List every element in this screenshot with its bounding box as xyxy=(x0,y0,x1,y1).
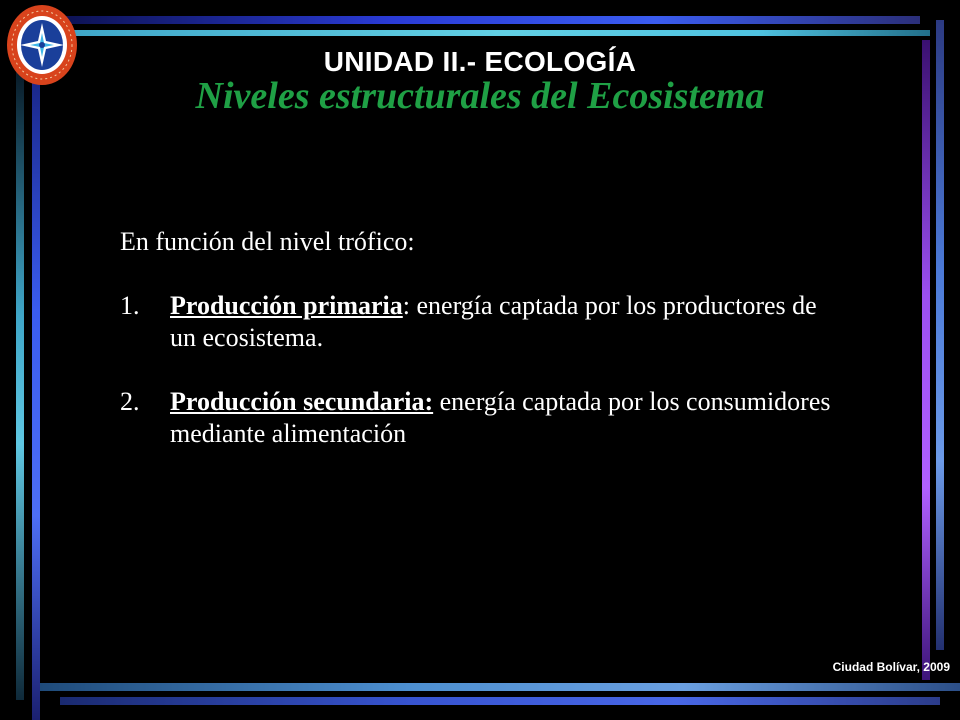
decorative-bar-left xyxy=(16,60,24,700)
list-item-number: 1. xyxy=(120,291,140,320)
list-item xyxy=(120,290,840,354)
footer-text: Ciudad Bolívar, 2009 xyxy=(832,660,950,674)
decorative-bar-right-inner xyxy=(922,40,930,680)
list-item-description: energía captada por los consumidores mediante alimentación xyxy=(170,387,831,448)
intro-text: En función del nivel trófico: xyxy=(120,227,415,256)
decorative-bar-top-inner xyxy=(70,30,930,36)
slide-title: Niveles estructurales del Ecosistema xyxy=(195,75,765,117)
list-item xyxy=(120,386,840,450)
list-item-number: 2. xyxy=(120,387,140,416)
list-item-term: Producción primaria xyxy=(170,291,403,320)
unit-title: UNIDAD II.- ECOLOGÍA xyxy=(323,46,637,77)
slide-content xyxy=(120,226,840,482)
decorative-bar-bottom-outer xyxy=(60,697,940,705)
decorative-bar-bottom xyxy=(40,683,960,691)
list-item-description: : energía captada por los productores de un ecosistema. xyxy=(170,291,817,352)
list-item-term: Producción secundaria: xyxy=(170,387,434,416)
decorative-bar-left-inner xyxy=(32,40,40,720)
decorative-bar-top xyxy=(40,16,920,24)
